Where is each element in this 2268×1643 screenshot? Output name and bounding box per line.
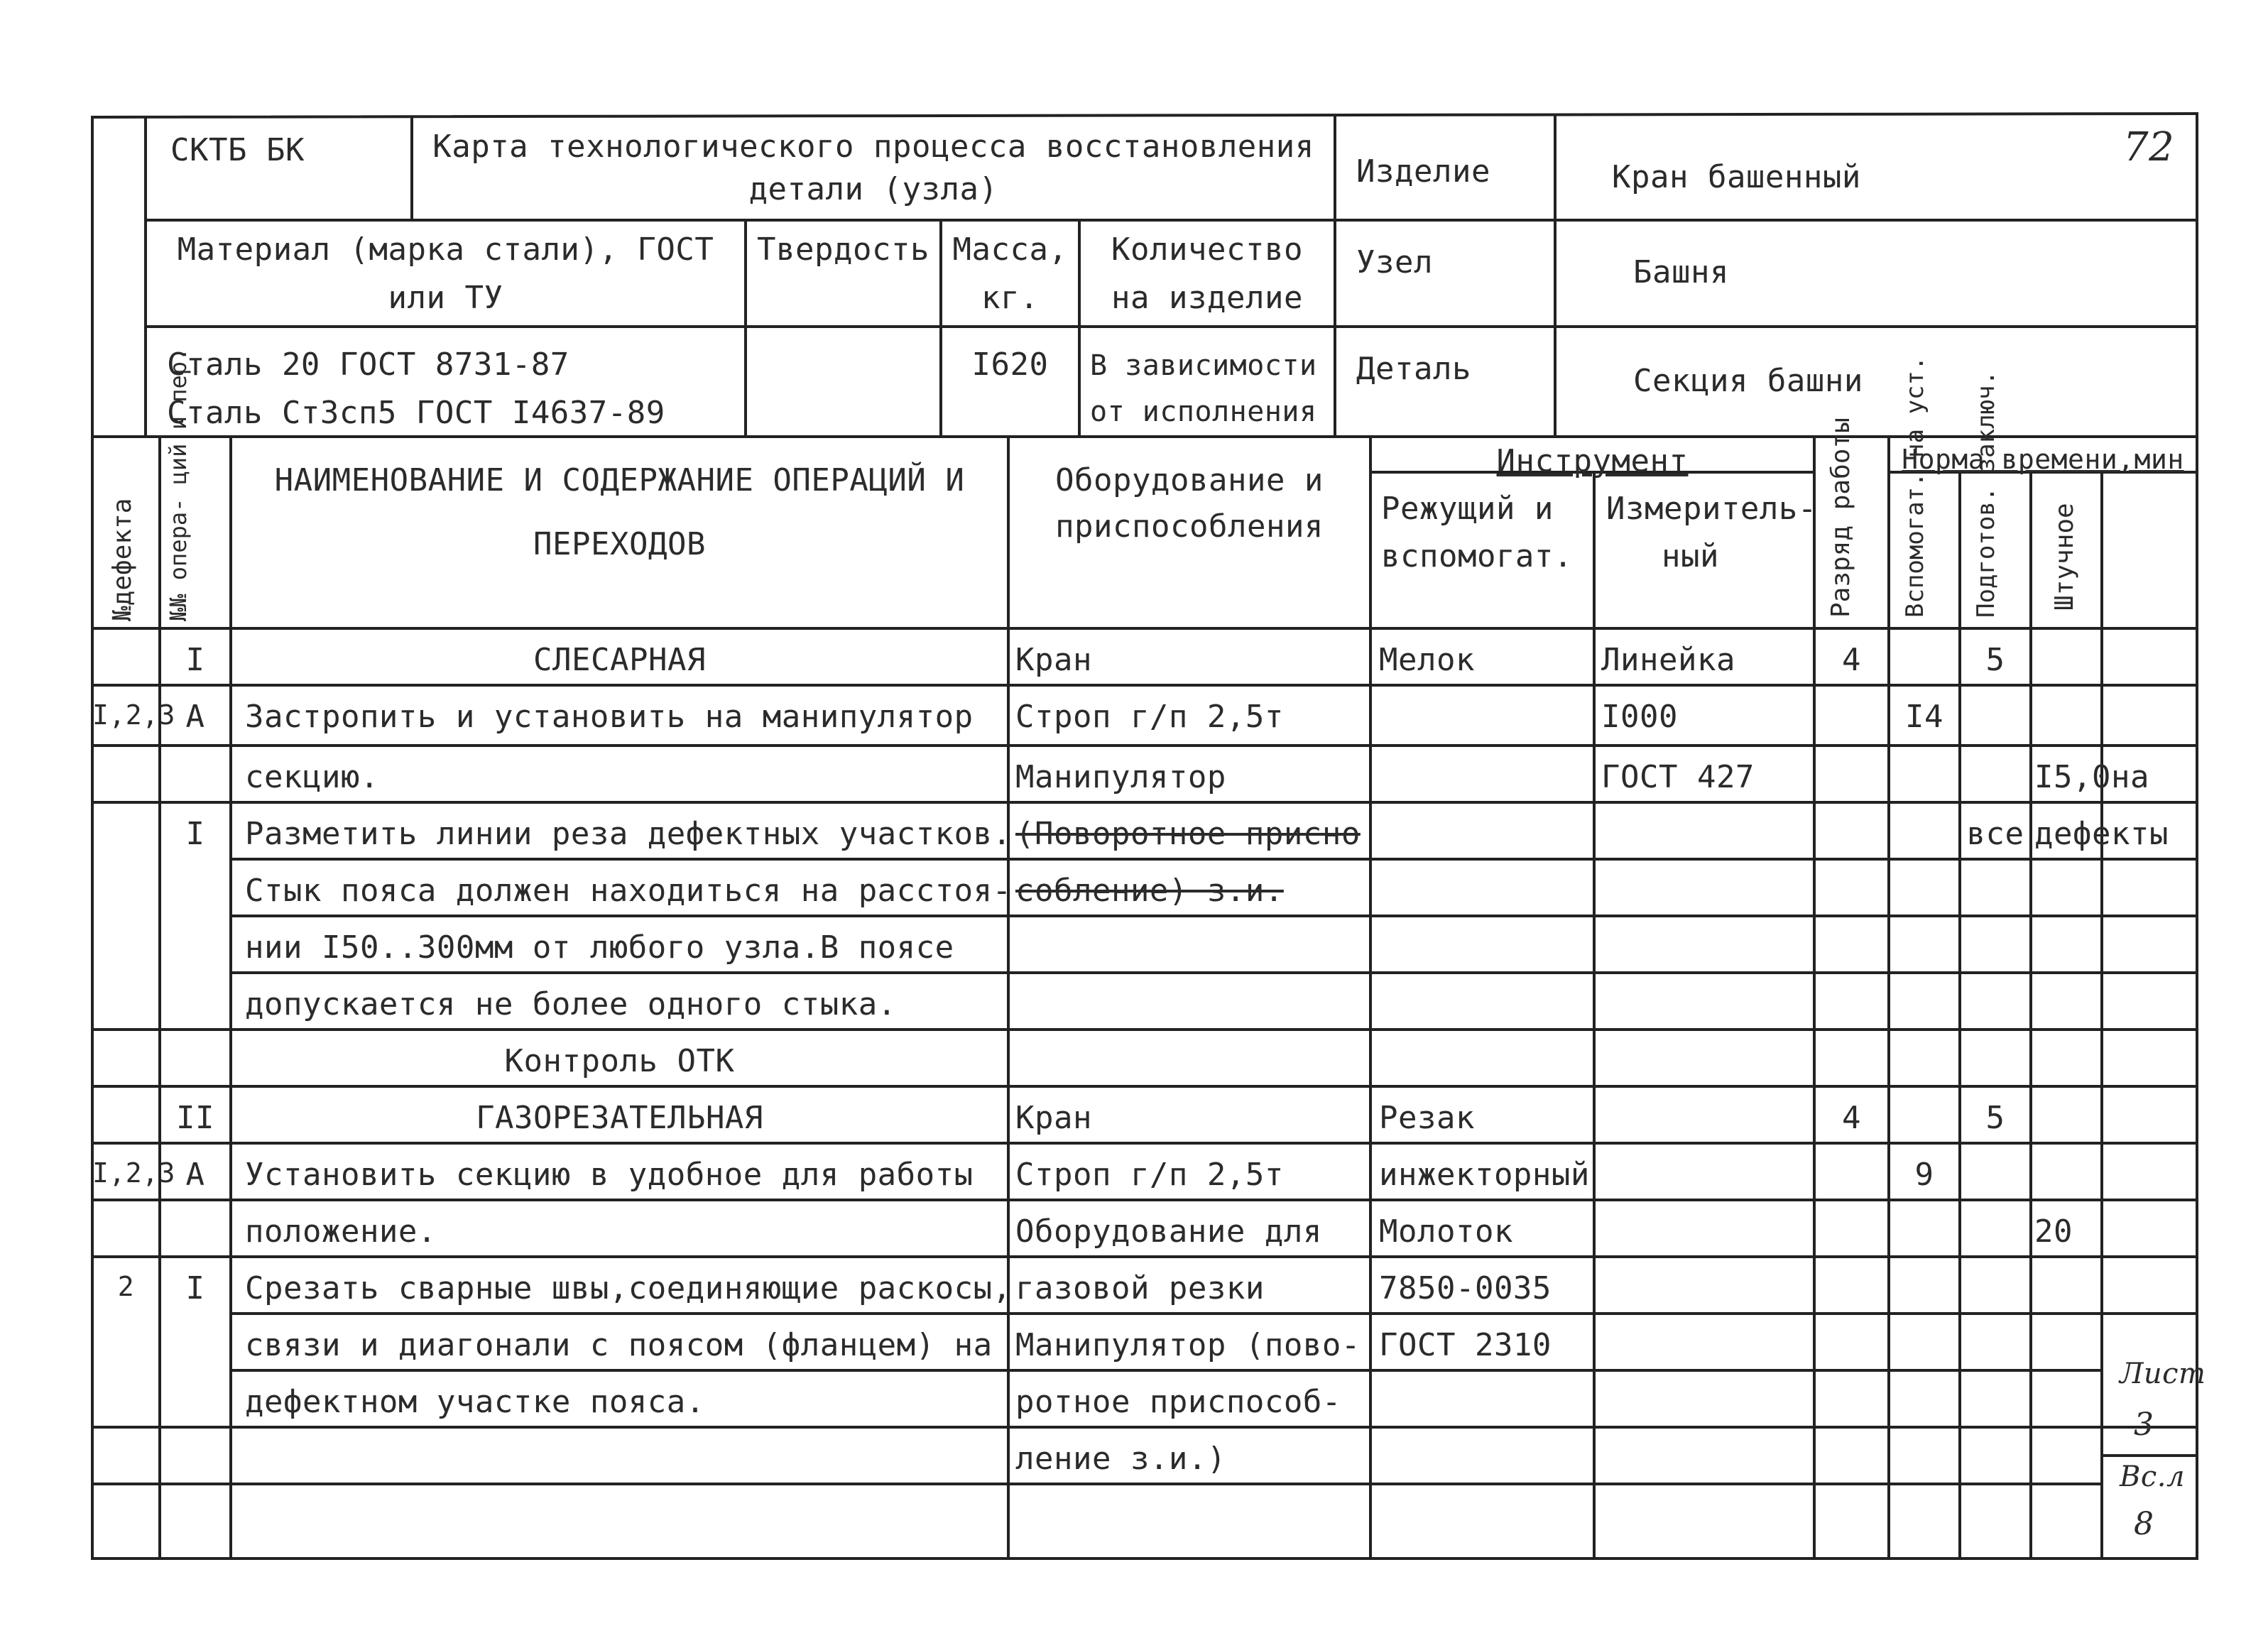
cell-defect: I,2,3 bbox=[92, 699, 175, 731]
cell-equip: Манипулятор (пово- bbox=[1015, 1327, 1361, 1363]
col-defect-no: №дефекта bbox=[108, 498, 137, 621]
col-aux: Вспомогат. на уст. bbox=[1901, 356, 1929, 618]
cell-text: дефектном участке пояса. bbox=[245, 1384, 705, 1420]
col-cutting-line1: Режущий и bbox=[1381, 491, 1554, 527]
page-number: 72 bbox=[2123, 124, 2175, 170]
cell-piece: I5,0на bbox=[2034, 759, 2149, 795]
cell-meas: I000 bbox=[1601, 699, 1678, 735]
cell-text: Установить секцию в удобное для работы bbox=[245, 1157, 974, 1193]
qty-value-line1: В зависимости bbox=[1090, 349, 1317, 382]
hardness-header: Твердость bbox=[757, 231, 929, 268]
cell-grade: 4 bbox=[1842, 642, 1861, 678]
cell-piece: дефекты bbox=[2034, 816, 2169, 852]
cell-prep: 5 bbox=[1985, 1100, 2005, 1136]
cell-defect: I,2,3 bbox=[92, 1157, 175, 1189]
material-value-1: Сталь 20 ГОСТ 8731-87 bbox=[167, 346, 569, 383]
cell-aux: I4 bbox=[1905, 699, 1943, 735]
cell-equip: собление) з.и. bbox=[1015, 873, 1284, 909]
col-cutting-line2: вспомогат. bbox=[1381, 538, 1573, 574]
cell-grade: 4 bbox=[1842, 1100, 1861, 1136]
cell-equip: (Поворотное присно bbox=[1015, 816, 1361, 852]
cell-equip: Оборудование для bbox=[1015, 1213, 1322, 1250]
col-operation-line2: ПЕРЕХОДОВ bbox=[533, 526, 706, 562]
cell-text: нии I50..300мм от любого узла.В поясе bbox=[245, 929, 954, 966]
total-sheets-label: Вс.л bbox=[2120, 1461, 2185, 1493]
cell-text: Стык пояса должен находиться на расстоя- bbox=[245, 873, 1012, 909]
col-time-norm: Норма времени,мин bbox=[1902, 444, 2184, 475]
cell-cut: Резак bbox=[1379, 1100, 1475, 1136]
cell-meas: ГОСТ 427 bbox=[1601, 759, 1755, 795]
cell-cut: Молоток bbox=[1379, 1213, 1513, 1250]
cell-cut: 7850-0035 bbox=[1379, 1270, 1552, 1306]
cell-equip: ление з.и.) bbox=[1015, 1441, 1226, 1477]
detal-value: Секция башни bbox=[1633, 363, 1863, 399]
cell-text: положение. bbox=[245, 1213, 437, 1250]
cell-equip: Строп г/п 2,5т bbox=[1015, 1157, 1284, 1193]
qty-header-line2: на изделие bbox=[1111, 280, 1303, 316]
izdelie-value: Кран башенный bbox=[1612, 159, 1861, 195]
cell-piece: 20 bbox=[2034, 1213, 2073, 1250]
uzel-label: Узел bbox=[1356, 244, 1433, 280]
cell-equip: Манипулятор bbox=[1015, 759, 1226, 795]
material-header-line2: или ТУ bbox=[388, 280, 503, 316]
material-header-line1: Материал (марка стали), ГОСТ bbox=[177, 231, 714, 268]
cell-text: Застропить и установить на манипулятор bbox=[245, 699, 974, 735]
total-sheets-value: 8 bbox=[2134, 1506, 2154, 1542]
col-measuring-line2: ный bbox=[1662, 538, 1719, 574]
detal-label: Деталь bbox=[1356, 351, 1471, 387]
mass-value: I620 bbox=[971, 346, 1049, 383]
cell-equip: ротное приспособ- bbox=[1015, 1384, 1341, 1420]
cell-equip: Кран bbox=[1015, 1100, 1092, 1136]
cell-equip: газовой резки bbox=[1015, 1270, 1265, 1306]
cell-op: I bbox=[185, 1270, 205, 1306]
izdelie-label: Изделие bbox=[1356, 153, 1490, 190]
cell-text: связи и диагонали с поясом (фланцем) на bbox=[245, 1327, 993, 1363]
col-prep: Подготов. заключ. bbox=[1972, 371, 2000, 618]
uzel-value: Башня bbox=[1633, 254, 1729, 290]
card-title-line2: детали (узла) bbox=[748, 171, 998, 207]
cell-op: I bbox=[185, 642, 205, 678]
cell-text: ГАЗОРЕЗАТЕЛЬНАЯ bbox=[476, 1100, 763, 1136]
cell-prep: 5 bbox=[1985, 642, 2005, 678]
col-instrument: Инструмент bbox=[1496, 443, 1689, 479]
mass-header-line1: Масса, bbox=[952, 231, 1068, 268]
cell-op: А bbox=[185, 699, 205, 735]
col-operation-line1: НАИМЕНОВАНИЕ И СОДЕРЖАНИЕ ОПЕРАЦИЙ И bbox=[274, 462, 965, 498]
cell-op: II bbox=[176, 1100, 214, 1136]
cell-meas: Линейка bbox=[1601, 642, 1735, 678]
cell-op: I bbox=[185, 816, 205, 852]
cell-equip: Строп г/п 2,5т bbox=[1015, 699, 1284, 735]
cell-text: допускается не более одного стыка. bbox=[245, 986, 897, 1022]
mass-header-line2: кг. bbox=[981, 280, 1039, 316]
cell-text: Разметить линии реза дефектных участков. bbox=[245, 816, 1012, 852]
sheet-label: Лист bbox=[2120, 1358, 2206, 1390]
qty-value-line2: от исполнения bbox=[1090, 395, 1317, 428]
org-name: СКТБ БК bbox=[170, 132, 305, 168]
col-measuring-line1: Измеритель- bbox=[1606, 491, 1817, 527]
cell-text: Срезать сварные швы,соединяющие раскосы, bbox=[245, 1270, 1012, 1306]
cell-aux: 9 bbox=[1914, 1157, 1934, 1193]
cell-op: А bbox=[185, 1157, 205, 1193]
cell-prep: все bbox=[1966, 816, 2024, 852]
cell-text: СЛЕСАРНАЯ bbox=[533, 642, 706, 678]
cell-cut: ГОСТ 2310 bbox=[1379, 1327, 1552, 1363]
qty-header-line1: Количество bbox=[1111, 231, 1303, 268]
cell-defect: 2 bbox=[117, 1271, 135, 1302]
cell-text: секцию. bbox=[245, 759, 379, 795]
cell-equip: Кран bbox=[1015, 642, 1092, 678]
sheet-value: 3 bbox=[2134, 1407, 2154, 1443]
cell-cut: инжекторный bbox=[1379, 1157, 1590, 1193]
col-equipment-line2: приспособления bbox=[1055, 508, 1324, 545]
card-title-line1: Карта технологического процесса восстановления bbox=[432, 129, 1314, 165]
col-op-no: №№ опера- ций и пер. bbox=[165, 347, 192, 621]
col-equipment-line1: Оборудование и bbox=[1055, 462, 1324, 498]
col-piece: Штучное bbox=[2050, 503, 2079, 611]
col-grade: Разряд работы bbox=[1826, 417, 1855, 618]
material-value-2: Сталь Ст3сп5 ГОСТ I4637-89 bbox=[167, 395, 665, 431]
cell-text: Контроль ОТК bbox=[504, 1043, 735, 1079]
cell-cut: Мелок bbox=[1379, 642, 1475, 678]
